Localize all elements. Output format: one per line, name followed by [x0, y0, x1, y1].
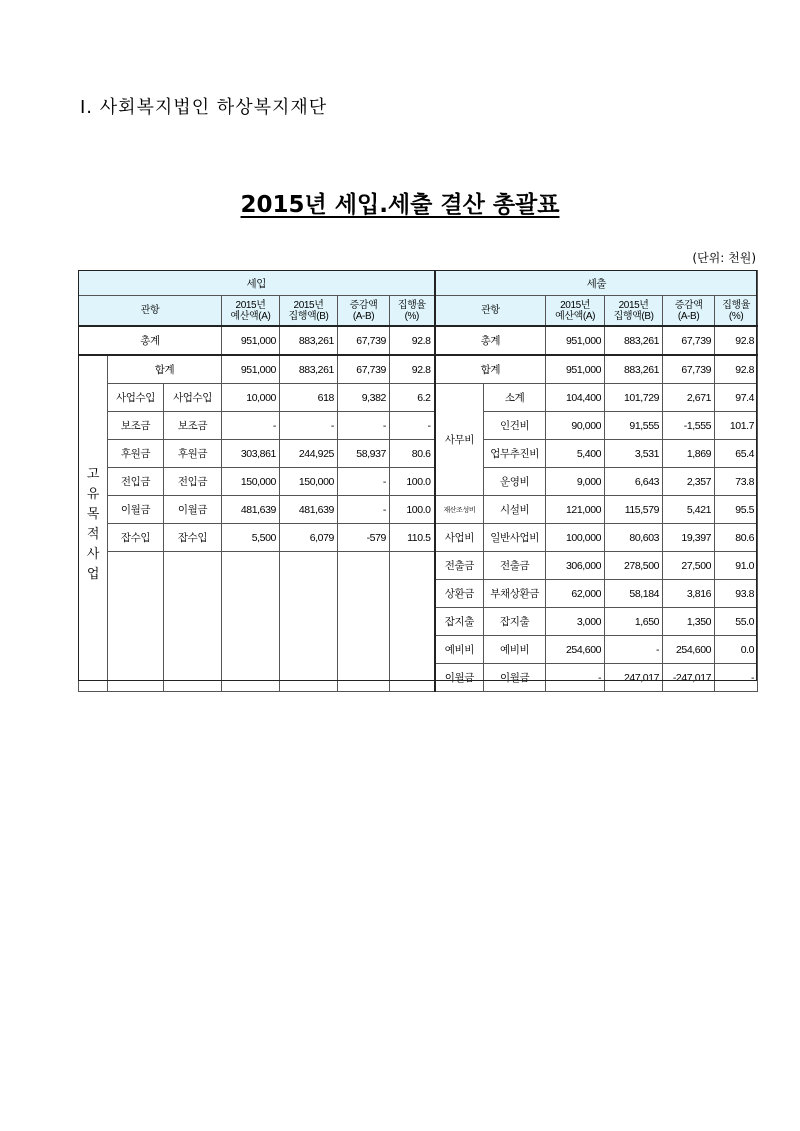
- income-subtotal-value: 92.8: [390, 355, 435, 384]
- expense-hang: 예비비: [484, 636, 546, 664]
- income-subtotal-label: 합계: [108, 355, 222, 384]
- income-subtotal-value: 951,000: [222, 355, 280, 384]
- income-value: 481,639: [280, 496, 338, 524]
- body-row: [79, 355, 758, 384]
- income-total-label: 총계: [79, 326, 222, 355]
- expense-value: 80.6: [715, 524, 758, 552]
- income-gwan: 잡수입: [108, 524, 164, 552]
- expense-subtotal-value: 67,739: [663, 355, 715, 384]
- expense-value: 121,000: [546, 496, 605, 524]
- expense-value: 1,350: [663, 608, 715, 636]
- expense-value: 254,600: [663, 636, 715, 664]
- expense-col-header: 증감액 (A-B): [663, 296, 715, 327]
- income-hang: 후원금: [164, 440, 222, 468]
- income-gwan: 이월금: [108, 496, 164, 524]
- income-hang: 이월금: [164, 496, 222, 524]
- income-group-label: 고 유 목 적 사 업: [79, 355, 108, 692]
- income-value: -: [338, 412, 390, 440]
- expense-gwan: 잡지출: [435, 608, 484, 636]
- income-gwanhang-header: 관항: [79, 296, 222, 327]
- income-value: 9,382: [338, 384, 390, 412]
- expense-value: 100,000: [546, 524, 605, 552]
- expense-value: 115,579: [605, 496, 663, 524]
- income-hang: 사업수입: [164, 384, 222, 412]
- expense-hang: 이월금: [484, 664, 546, 692]
- income-empty-cell: [108, 552, 164, 692]
- body-row: [79, 552, 758, 580]
- expense-value: 104,400: [546, 384, 605, 412]
- expense-total-value: 951,000: [546, 326, 605, 355]
- income-gwan: 전입금: [108, 468, 164, 496]
- income-col-header: 집행율 (%): [390, 296, 435, 327]
- expense-value: 278,500: [605, 552, 663, 580]
- income-value: 618: [280, 384, 338, 412]
- expense-value: 58,184: [605, 580, 663, 608]
- expense-hang: 인건비: [484, 412, 546, 440]
- income-value: 5,500: [222, 524, 280, 552]
- expense-value: 62,000: [546, 580, 605, 608]
- expense-hang: 전출금: [484, 552, 546, 580]
- expense-col-header: 집행율 (%): [715, 296, 758, 327]
- expense-hang: 업무추진비: [484, 440, 546, 468]
- expense-total-label: 총계: [435, 326, 546, 355]
- expense-total-value: 883,261: [605, 326, 663, 355]
- income-gwan: 보조금: [108, 412, 164, 440]
- income-value: -579: [338, 524, 390, 552]
- expense-subtotal-value: 92.8: [715, 355, 758, 384]
- expense-value: 91,555: [605, 412, 663, 440]
- total-row: [79, 326, 758, 355]
- expense-value: 0.0: [715, 636, 758, 664]
- expense-value: 2,671: [663, 384, 715, 412]
- income-value: 150,000: [280, 468, 338, 496]
- document-title: 2015년 세입.세출 결산 총괄표: [240, 192, 560, 218]
- expense-value: 1,650: [605, 608, 663, 636]
- expense-value: 9,000: [546, 468, 605, 496]
- expense-value: 3,000: [546, 608, 605, 636]
- expense-hang: 운영비: [484, 468, 546, 496]
- income-value: 150,000: [222, 468, 280, 496]
- income-col-header: 증감액 (A-B): [338, 296, 390, 327]
- expense-gwan: 이월금: [435, 664, 484, 692]
- income-hang: 보조금: [164, 412, 222, 440]
- income-value: -: [338, 496, 390, 524]
- expense-value: -: [715, 664, 758, 692]
- income-subtotal-value: 67,739: [338, 355, 390, 384]
- expense-value: 55.0: [715, 608, 758, 636]
- expense-subtotal-label: 합계: [435, 355, 546, 384]
- expense-header: 세출: [435, 271, 758, 296]
- income-empty-cell: [338, 552, 390, 692]
- expense-gwan: 사업비: [435, 524, 484, 552]
- income-value: 244,925: [280, 440, 338, 468]
- expense-value: 91.0: [715, 552, 758, 580]
- expense-value: 19,397: [663, 524, 715, 552]
- expense-hang: 소계: [484, 384, 546, 412]
- expense-hang: 잡지출: [484, 608, 546, 636]
- income-hang: 전입금: [164, 468, 222, 496]
- expense-value: 3,531: [605, 440, 663, 468]
- expense-value: 306,000: [546, 552, 605, 580]
- body-row: [79, 440, 758, 468]
- expense-value: 93.8: [715, 580, 758, 608]
- income-value: -: [338, 468, 390, 496]
- income-value: 6.2: [390, 384, 435, 412]
- income-total-value: 951,000: [222, 326, 280, 355]
- expense-value: 101.7: [715, 412, 758, 440]
- expense-value: 80,603: [605, 524, 663, 552]
- body-row: [79, 524, 758, 552]
- income-empty-cell: [222, 552, 280, 692]
- expense-value: 101,729: [605, 384, 663, 412]
- body-row: [79, 412, 758, 440]
- income-empty-cell: [164, 552, 222, 692]
- expense-col-header: 2015년 집행액(B): [605, 296, 663, 327]
- expense-col-header: 2015년 예산액(A): [546, 296, 605, 327]
- expense-value: 254,600: [546, 636, 605, 664]
- income-value: 6,079: [280, 524, 338, 552]
- expense-value: 27,500: [663, 552, 715, 580]
- income-value: 481,639: [222, 496, 280, 524]
- expense-value: 65.4: [715, 440, 758, 468]
- expense-value: 95.5: [715, 496, 758, 524]
- income-value: -: [280, 412, 338, 440]
- income-value: -: [390, 412, 435, 440]
- expense-value: 73.8: [715, 468, 758, 496]
- income-value: 100.0: [390, 468, 435, 496]
- expense-value: 247,017: [605, 664, 663, 692]
- expense-hang: 일반사업비: [484, 524, 546, 552]
- income-hang: 잡수입: [164, 524, 222, 552]
- header-row-2: [79, 296, 758, 327]
- expense-value: 97.4: [715, 384, 758, 412]
- income-empty-cell: [280, 552, 338, 692]
- income-col-header: 2015년 집행액(B): [280, 296, 338, 327]
- expense-subtotal-value: 883,261: [605, 355, 663, 384]
- expense-value: 1,869: [663, 440, 715, 468]
- income-value: 80.6: [390, 440, 435, 468]
- income-total-value: 67,739: [338, 326, 390, 355]
- body-row: [79, 468, 758, 496]
- expense-value: 2,357: [663, 468, 715, 496]
- income-gwan: 후원금: [108, 440, 164, 468]
- income-col-header: 2015년 예산액(A): [222, 296, 280, 327]
- settlement-table: [78, 270, 758, 692]
- body-row: [79, 384, 758, 412]
- header-row-1: [79, 271, 758, 296]
- expense-gwan-samubi: 사무비: [435, 384, 484, 496]
- expense-value: -247,017: [663, 664, 715, 692]
- income-gwan: 사업수입: [108, 384, 164, 412]
- income-empty-cell: [390, 552, 435, 692]
- expense-gwan: 전출금: [435, 552, 484, 580]
- section-title: Ⅰ. 사회복지법인 하상복지재단: [80, 97, 328, 118]
- expense-total-value: 67,739: [663, 326, 715, 355]
- income-value: 58,937: [338, 440, 390, 468]
- expense-gwan: 예비비: [435, 636, 484, 664]
- expense-value: 3,816: [663, 580, 715, 608]
- expense-gwan: 상환금: [435, 580, 484, 608]
- income-header: 세입: [79, 271, 435, 296]
- income-total-value: 92.8: [390, 326, 435, 355]
- expense-value: 6,643: [605, 468, 663, 496]
- expense-value: 5,421: [663, 496, 715, 524]
- income-value: 110.5: [390, 524, 435, 552]
- expense-value: 5,400: [546, 440, 605, 468]
- income-value: 10,000: [222, 384, 280, 412]
- expense-hang: 시설비: [484, 496, 546, 524]
- expense-gwanhang-header: 관항: [435, 296, 546, 327]
- body-row: [79, 496, 758, 524]
- expense-value: -: [605, 636, 663, 664]
- expense-value: -1,555: [663, 412, 715, 440]
- unit-label: (단위: 천원): [692, 251, 756, 265]
- expense-total-value: 92.8: [715, 326, 758, 355]
- income-value: -: [222, 412, 280, 440]
- income-value: 303,861: [222, 440, 280, 468]
- expense-gwan: 재산조성비: [435, 496, 484, 524]
- income-value: 100.0: [390, 496, 435, 524]
- income-subtotal-value: 883,261: [280, 355, 338, 384]
- expense-value: 90,000: [546, 412, 605, 440]
- expense-value: -: [546, 664, 605, 692]
- income-total-value: 883,261: [280, 326, 338, 355]
- expense-hang: 부채상환금: [484, 580, 546, 608]
- expense-subtotal-value: 951,000: [546, 355, 605, 384]
